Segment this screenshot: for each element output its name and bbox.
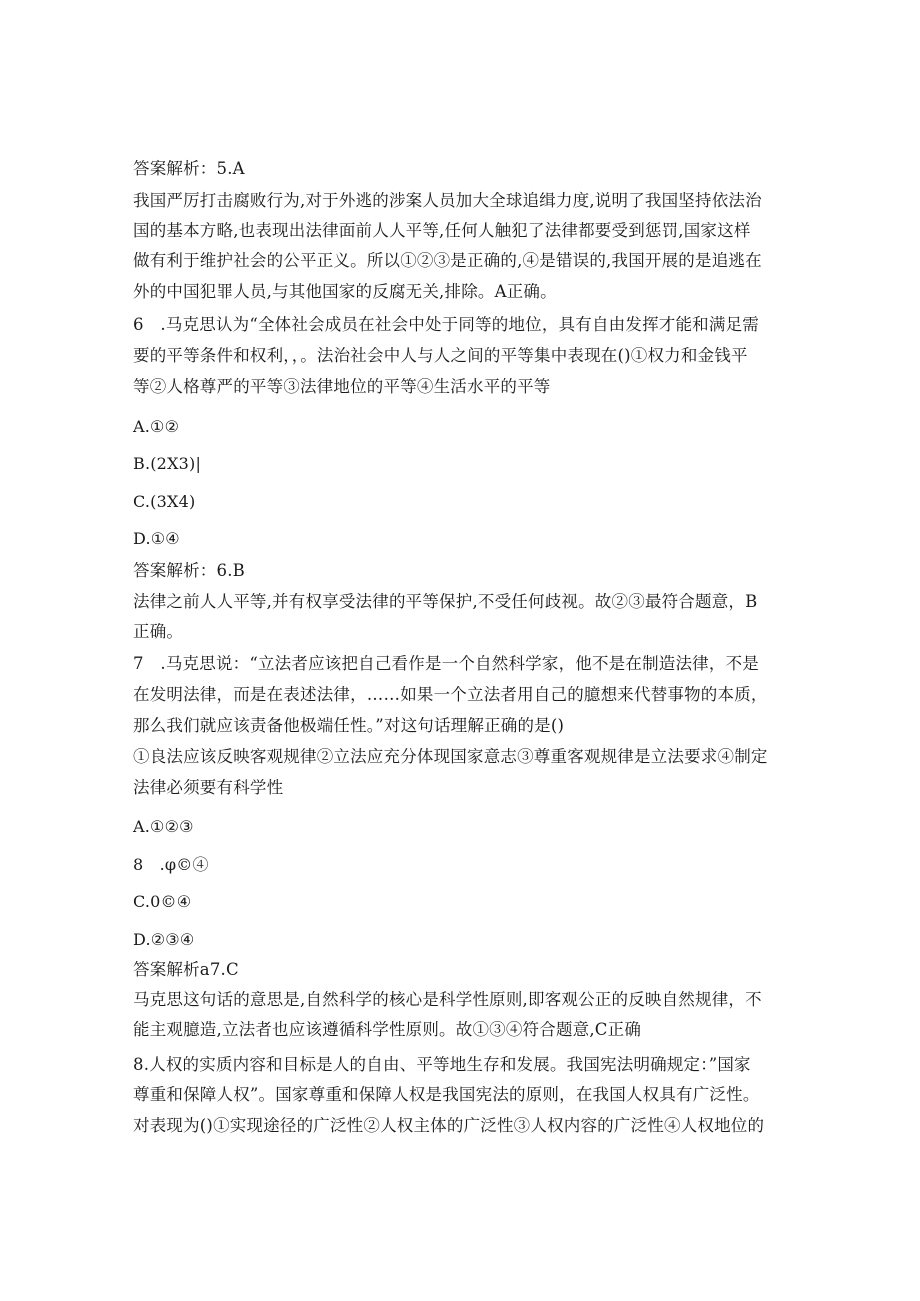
analysis-7-line-2: 能主观臆造,立法者也应该遵循科学性原则。故①③④符合题意,C正确 xyxy=(133,1020,642,1039)
question-8-line-2: 尊重和保障人权”。国家尊重和保障人权是我国宪法的原则，在我国人权具有广泛性。 xyxy=(133,1085,760,1104)
analysis-6-line-1: 法律之前人人平等,并有权享受法律的平等保护,不受任何歧视。故②③最符合题意，B xyxy=(133,592,758,611)
analysis-5-line-2: 国的基本方略,也表现出法律面前人人平等,任何人触犯了法律都要受到惩罚,国家这样 xyxy=(133,221,751,240)
question-7-line-5: 法律必须要有科学性 xyxy=(133,778,284,797)
analysis-6-line-2: 正确。 xyxy=(133,622,184,641)
question-8-line-1: 8.人权的实质内容和目标是人的自由、平等地生存和发展。我国宪法明确规定：”国家 xyxy=(133,1055,751,1074)
question-8-line-3: 对表现为()①实现途径的广泛性②人权主体的广泛性③人权内容的广泛性④人权地位的 xyxy=(133,1116,765,1135)
question-7-option-c: C.0©④ xyxy=(133,892,192,911)
question-6-line-2: 要的平等条件和权利，，。法治社会中人与人之间的平等集中表现在()①权力和金钱平 xyxy=(133,346,748,365)
answer-analysis-5-heading: 答案解析：5.A xyxy=(133,159,245,178)
analysis-5-line-4: 外的中国犯罪人员,与其他国家的反腐无关,排除。A正确。 xyxy=(133,282,557,301)
analysis-5-line-1: 我国严厉打击腐败行为,对于外逃的涉案人员加大全球追缉力度,说明了我国坚持依法治 xyxy=(133,191,762,210)
analysis-7-line-1: 马克思这句话的意思是,自然科学的核心是科学性原则,即客观公正的反映自然规律，不 xyxy=(133,990,762,1009)
answer-analysis-6-heading: 答案解析：6.B xyxy=(133,561,245,580)
question-6-option-d: D.①④ xyxy=(133,529,180,548)
question-6-option-a: A.①② xyxy=(133,417,180,436)
question-7-option-a: A.①②③ xyxy=(133,817,194,836)
question-6-line-1: 6 .马克思认为“全体社会成员在社会中处于同等的地位，具有自由发挥才能和满足需 xyxy=(133,315,759,334)
question-7-line-4: ①良法应该反映客观规律②立法应充分体现国家意志③尊重客观规律是立法要求④制定 xyxy=(133,747,768,766)
question-6-line-3: 等②人格尊严的平等③法律地位的平等④生活水平的平等 xyxy=(133,377,551,396)
answer-analysis-7-heading: 答案解析a7.C xyxy=(133,960,239,979)
question-7-option-d: D.②③④ xyxy=(133,930,195,949)
question-7-line-1: 7 .马克思说：“立法者应该把自己看作是一个自然科学家，他不是在制造法律，不是 xyxy=(133,654,759,673)
question-7-option-b: 8 .φ©④ xyxy=(133,855,209,874)
analysis-5-line-3: 做有利于维护社会的公平正义。所以①②③是正确的,④是错误的,我国开展的是追逃在 xyxy=(133,251,762,270)
question-7-line-2: 在发明法律，而是在表述法律，……如果一个立法者用自己的臆想来代替事物的本质， xyxy=(133,685,768,704)
question-7-line-3: 那么我们就应该责备他极端任性。”对这句话理解正确的是() xyxy=(133,716,565,735)
question-6-option-b: B.(2X3)| xyxy=(133,454,202,473)
question-6-option-c: C.(3X4) xyxy=(133,492,196,511)
